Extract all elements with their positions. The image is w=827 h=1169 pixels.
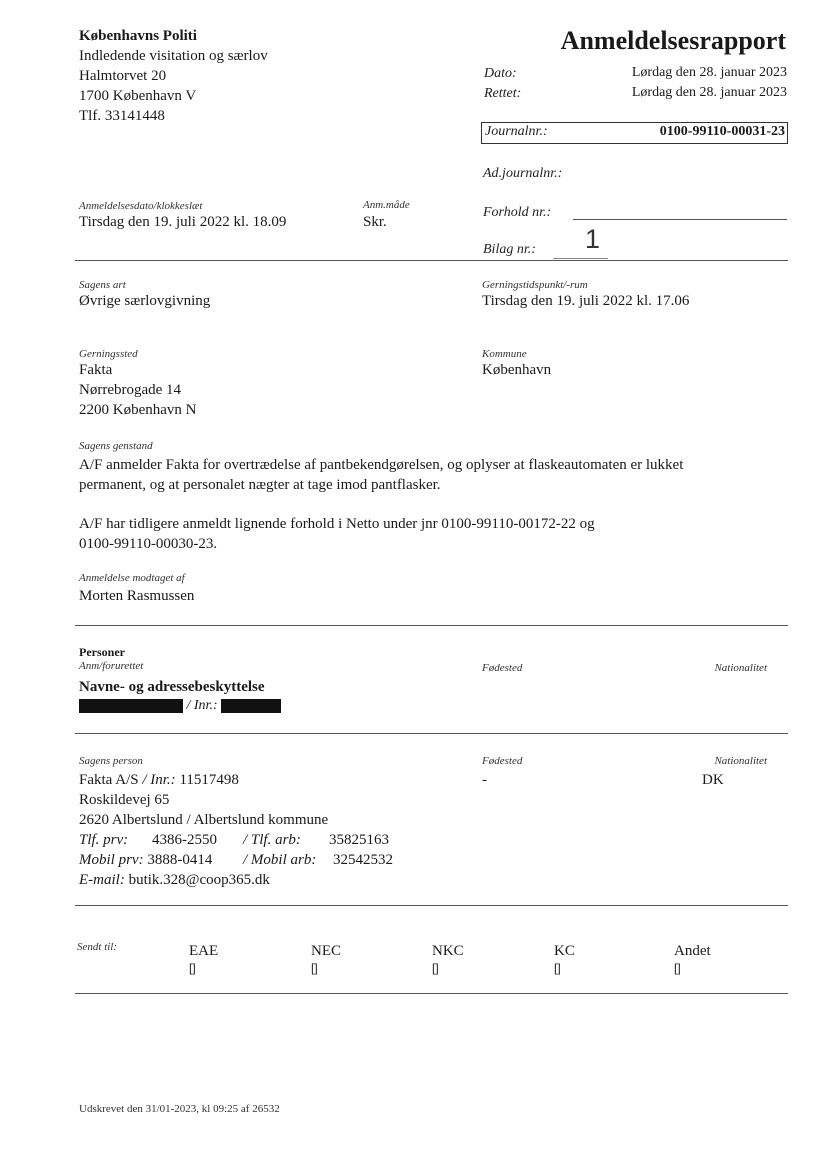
- sent-to-item-other: [674, 941, 711, 975]
- municipality-value: København: [482, 362, 552, 378]
- phone-private-value: 4386-2550: [152, 832, 217, 848]
- ad-journal-label: Ad.journalnr.:: [483, 166, 563, 181]
- date-value: Lørdag den 28. januar 2023: [631, 65, 787, 80]
- subject-label: Sagens genstand: [79, 440, 153, 452]
- case-person-birthplace-label: Fødested: [482, 755, 523, 767]
- persons-heading: Personer: [79, 645, 125, 659]
- complainant-nationality-label: Nationalitet: [714, 662, 767, 674]
- subject-paragraph-2: [79, 514, 799, 554]
- crime-place-city: 2200 København N: [79, 402, 197, 418]
- subject-p2-line2: 0100-99110-00030-23.: [79, 536, 218, 552]
- corrected-value: Lørdag den 28. januar 2023: [631, 85, 787, 100]
- attachment-line: [553, 258, 608, 259]
- journal-number-label: Journalnr.:: [485, 124, 548, 139]
- case-person-inr-label: / Inr.:: [142, 772, 176, 788]
- received-by-label: Anmeldelse modtaget af: [79, 572, 185, 584]
- phone-private-label: Tlf. prv:: [79, 832, 129, 848]
- complainant-inr-label: / Inr.:: [186, 698, 218, 713]
- divider-sent-to: [75, 905, 788, 906]
- complainant-redacted-line: [79, 698, 281, 714]
- corrected-label: Rettet:: [484, 86, 522, 101]
- checkbox-nkc[interactable]: []: [432, 961, 439, 975]
- case-person-email-line: [79, 870, 328, 890]
- sent-to-name: KC: [554, 943, 575, 959]
- case-count-line: [573, 219, 787, 220]
- sent-to-name: NKC: [432, 943, 464, 959]
- subject-p1-line1: A/F anmelder Fakta for overtrædelse af pantbekendgørelsen, og oplyser at flaskeautomaten er lukket: [79, 457, 684, 473]
- mobile-private-label: Mobil prv:: [79, 852, 144, 868]
- redacted-inr-block: [221, 699, 281, 713]
- checkbox-nec[interactable]: []: [311, 961, 318, 975]
- phone-work-label: / Tlf. arb:: [243, 832, 301, 848]
- crime-place-label: Gerningssted: [79, 348, 138, 360]
- sent-to-name: EAE: [189, 943, 219, 959]
- sender-address-street: Halmtorvet 20: [79, 68, 167, 84]
- divider-case-person: [75, 733, 788, 734]
- case-person-mobile-line: [79, 850, 393, 870]
- subject-paragraph-1: [79, 455, 799, 495]
- attachment-number-handwritten: 1: [585, 224, 601, 254]
- report-date-label: Anmeldelsesdato/klokkeslæt: [79, 200, 203, 212]
- case-person-inr-value: 11517498: [179, 772, 239, 788]
- case-person-city: 2620 Albertslund / Albertslund kommune: [79, 812, 329, 828]
- sender-name: Københavns Politi: [79, 28, 197, 44]
- redacted-name-block: [79, 699, 183, 713]
- case-person-name: Fakta A/S: [79, 772, 139, 788]
- case-count-label: Forhold nr.:: [483, 205, 552, 220]
- case-person-street: Roskildevej 65: [79, 792, 170, 808]
- crime-place-address: [79, 360, 196, 420]
- municipality-label: Kommune: [482, 348, 527, 360]
- case-person-label: Sagens person: [79, 755, 143, 767]
- crime-time-label: Gerningstidspunkt/-rum: [482, 279, 588, 291]
- subject-p2-line1: A/F har tidligere anmeldt lignende forhold i Netto under jnr 0100-99110-00172-22 og: [79, 516, 595, 532]
- case-person-nationality-label: Nationalitet: [714, 755, 767, 767]
- sender-block: [79, 26, 268, 126]
- print-footer: Udskrevet den 31/01-2023, kl 09:25 af 26532: [79, 1103, 280, 1115]
- crime-place-name: Fakta: [79, 362, 113, 378]
- complainant-label: Anm/forurettet: [79, 660, 144, 672]
- journal-number-value: 0100-99110-00031-23: [659, 124, 785, 139]
- sent-to-item-nkc: [432, 941, 464, 975]
- report-method-label: Anm.måde: [363, 199, 410, 211]
- divider-top: [75, 260, 788, 261]
- divider-bottom: [75, 993, 788, 994]
- checkbox-other[interactable]: []: [674, 961, 681, 975]
- mobile-work-value: 32542532: [333, 852, 393, 868]
- date-label: Dato:: [484, 66, 517, 81]
- case-person-phone-line: [79, 830, 389, 850]
- journal-number-box: [481, 122, 788, 144]
- sender-department: Indledende visitation og særlov: [79, 48, 268, 64]
- email-value: butik.328@coop365.dk: [128, 872, 270, 888]
- sent-to-name: NEC: [311, 943, 341, 959]
- report-date-value: Tirsdag den 19. juli 2022 kl. 18.09: [79, 214, 287, 230]
- mobile-private-value: 3888-0414: [147, 852, 213, 868]
- case-person-details: [79, 770, 393, 890]
- complainant-birthplace-label: Fødested: [482, 662, 523, 674]
- crime-place-street: Nørrebrogade 14: [79, 382, 182, 398]
- crime-time-value: Tirsdag den 19. juli 2022 kl. 17.06: [482, 293, 690, 309]
- report-method-value: Skr.: [363, 214, 387, 230]
- document-title: Anmeldelsesrapport: [560, 26, 786, 55]
- subject-p1-line2: permanent, og at personalet nægter at tage imod pantflasker.: [79, 477, 441, 493]
- case-type-value: Øvrige særlovgivning: [79, 293, 211, 309]
- divider-persons: [75, 625, 788, 626]
- address-protection-text: Navne- og adressebeskyttelse: [79, 679, 265, 695]
- case-person-name-line: [79, 770, 328, 790]
- attachment-label: Bilag nr.:: [483, 242, 536, 257]
- sender-phone: Tlf. 33141448: [79, 108, 165, 124]
- checkbox-kc[interactable]: []: [554, 961, 561, 975]
- sender-address-city: 1700 København V: [79, 88, 197, 104]
- sent-to-label: Sendt til:: [77, 941, 118, 953]
- sent-to-item-kc: [554, 941, 575, 975]
- sent-to-item-nec: [311, 941, 341, 975]
- sent-to-name: Andet: [674, 943, 711, 959]
- case-person-nationality-value: DK: [702, 772, 724, 788]
- checkbox-eae[interactable]: []: [189, 961, 196, 975]
- case-person-birthplace-value: -: [482, 772, 487, 788]
- received-by-value: Morten Rasmussen: [79, 588, 195, 604]
- sent-to-item-eae: [189, 941, 218, 975]
- mobile-work-label: / Mobil arb:: [243, 852, 317, 868]
- email-label: E-mail:: [79, 872, 125, 888]
- phone-work-value: 35825163: [329, 832, 389, 848]
- case-type-label: Sagens art: [79, 279, 126, 291]
